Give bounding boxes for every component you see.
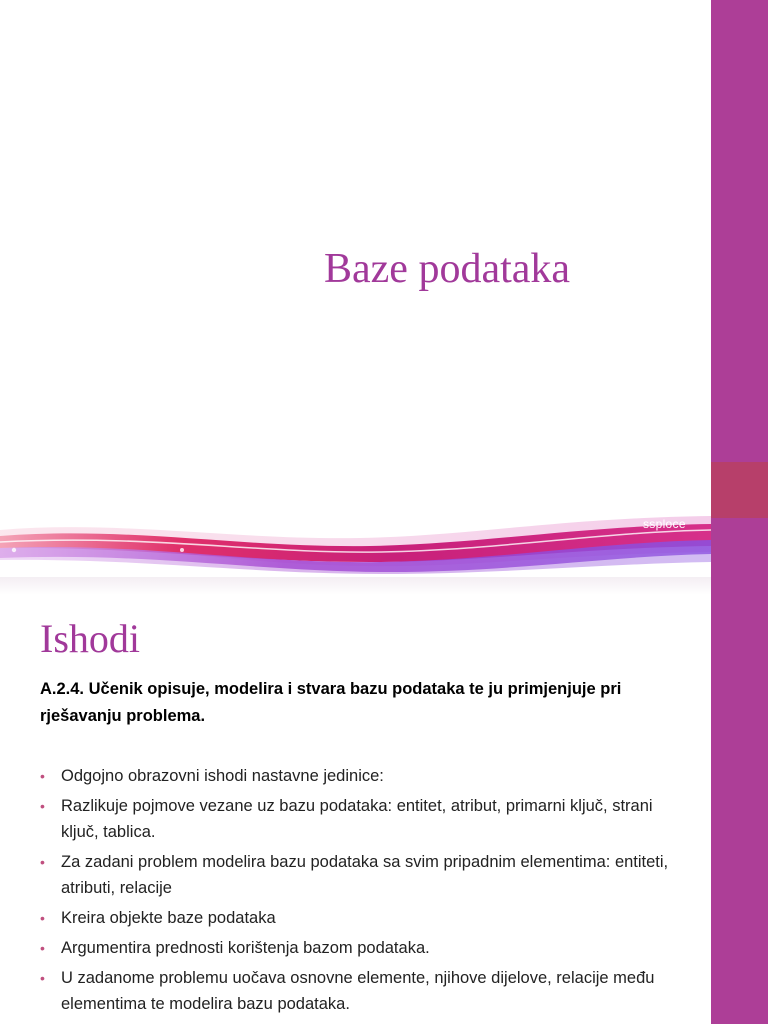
side-accent-bar xyxy=(711,577,768,1024)
list-item-text: Argumentira prednosti korištenja bazom podataka. xyxy=(61,939,430,957)
list-item xyxy=(40,965,680,1017)
list-item xyxy=(40,849,680,901)
watermark-text: ssploce xyxy=(643,517,686,531)
slide-top-shade xyxy=(0,577,711,595)
bullet-icon: • xyxy=(40,854,45,870)
bullet-list xyxy=(40,763,680,1021)
slide-title: Baze podataka xyxy=(324,246,571,292)
bullet-icon: • xyxy=(40,768,45,784)
list-item-text: Za zadani problem modelira bazu podataka sa svim pripadnim elementima: entiteti, atributi, relacije xyxy=(61,853,669,897)
bullet-icon: • xyxy=(40,970,45,986)
list-item-text: U zadanome problemu uočava osnovne elemente, njihove dijelove, relacije među elementima te modelira bazu podataka. xyxy=(61,969,655,1013)
list-item-text: Kreira objekte baze podataka xyxy=(61,909,276,927)
list-item xyxy=(40,793,680,845)
content-slide xyxy=(0,577,768,1024)
list-item xyxy=(40,935,680,961)
list-item xyxy=(40,905,680,931)
slide-heading: Ishodi xyxy=(40,616,140,661)
decorative-wave xyxy=(0,512,711,577)
bullet-icon: • xyxy=(40,910,45,926)
list-item-text: Odgojno obrazovni ishodi nastavne jedinice: xyxy=(61,767,384,785)
bullet-icon: • xyxy=(40,798,45,814)
list-item xyxy=(40,763,680,789)
side-accent-block xyxy=(711,462,768,518)
learning-outcome: A.2.4. Učenik opisuje, modelira i stvara bazu podataka te ju primjenjuje pri rješavanju problema. xyxy=(40,680,622,725)
list-item-text: Razlikuje pojmove vezane uz bazu podataka: entitet, atribut, primarni ključ, strani ključ, tablica. xyxy=(61,797,653,841)
bullet-icon: • xyxy=(40,940,45,956)
